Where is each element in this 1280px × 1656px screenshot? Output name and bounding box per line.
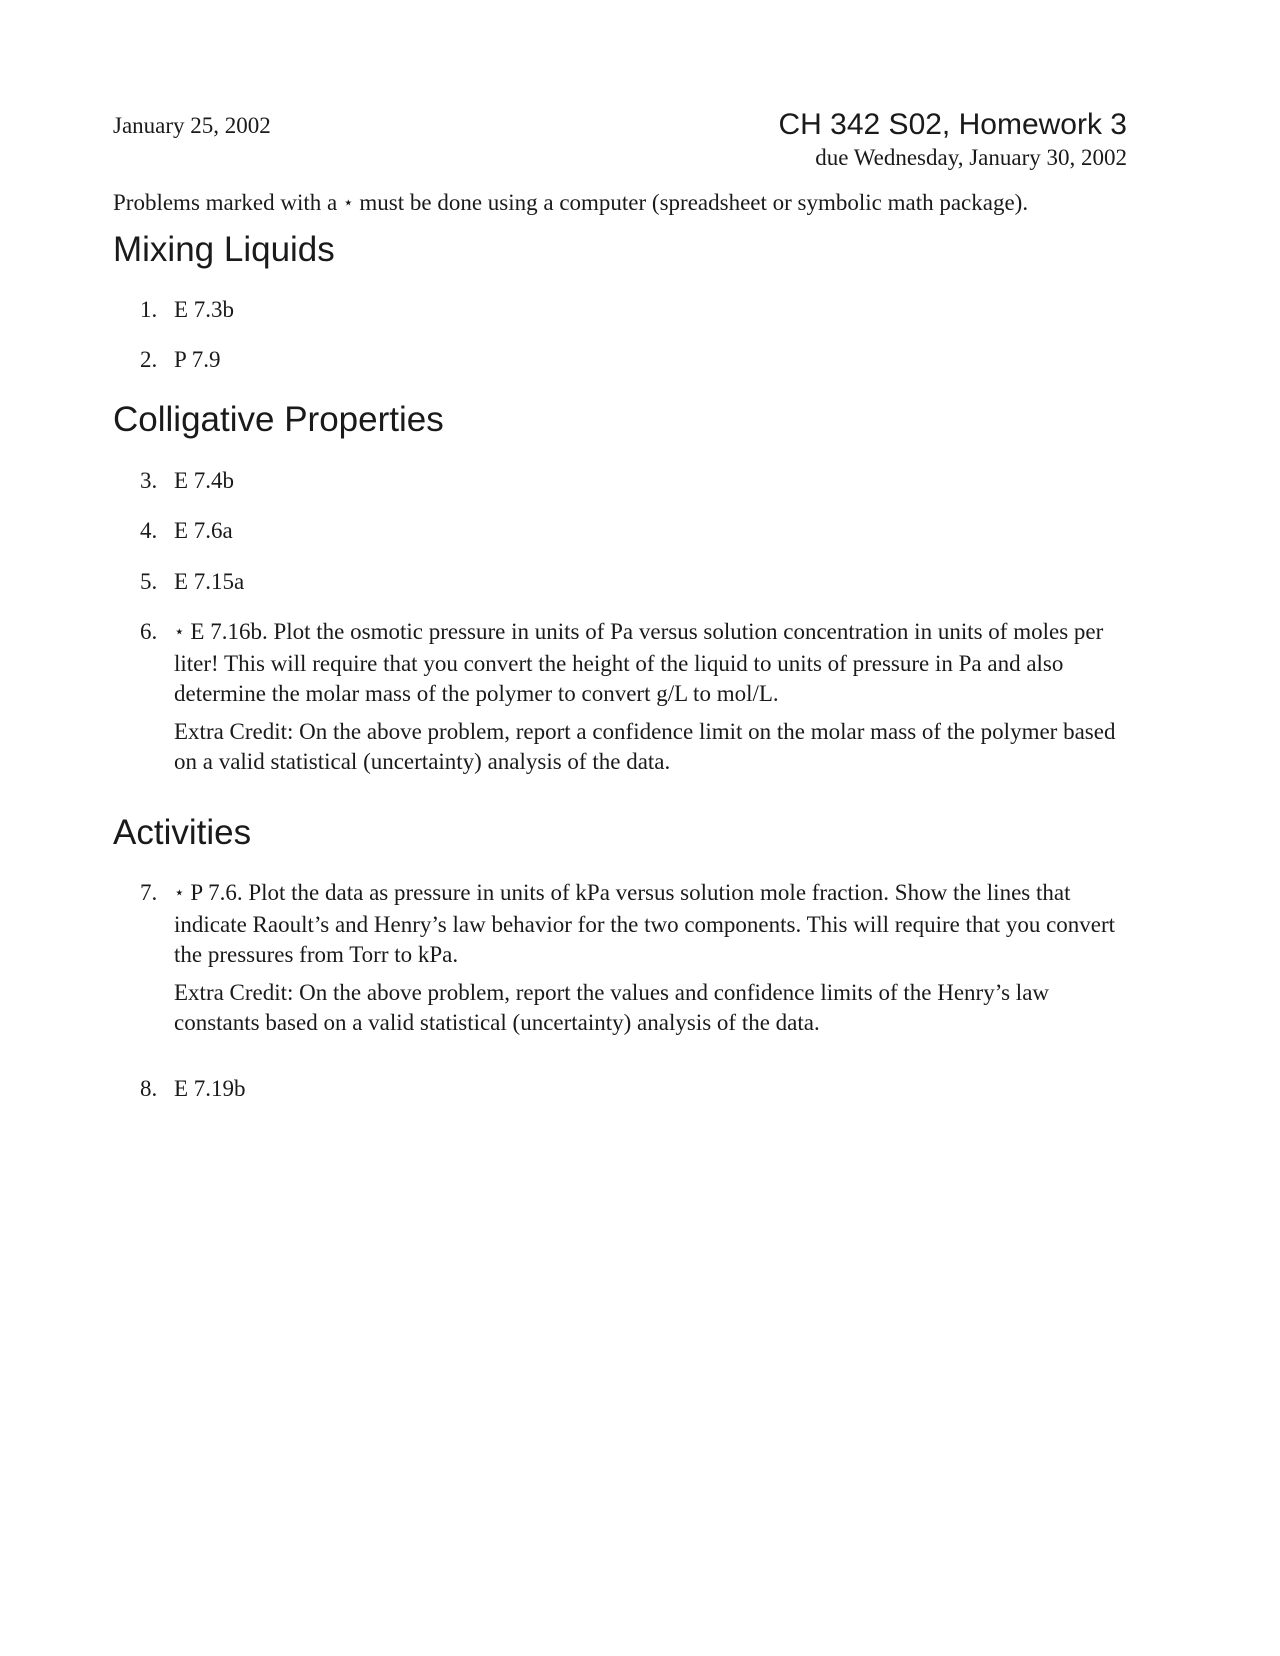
star-icon: ⋆	[174, 883, 185, 902]
intro-text-before: Problems marked with a	[113, 190, 343, 215]
intro-paragraph	[113, 190, 1133, 216]
item-text: P 7.9	[174, 347, 221, 372]
item-text-body: P 7.6. Plot the data as pressure in units of kPa versus solution mole fraction. Show the lines that indicate Raoult’s and Henry’s law behavior for the two components. This will require that you convert the pressures from Torr to kPa.	[174, 880, 1116, 967]
item-text-body: E 7.16b. Plot the osmotic pressure in units of Pa versus solution concentration in units of moles per liter! This will require that you convert the height of the liquid to units of pressure in Pa and also determine the molar mass of the polymer to convert g/L to mol/L.	[174, 619, 1104, 706]
intro-text-after: must be done using a computer (spreadsheet or symbolic math package).	[353, 190, 1029, 215]
item-text: E 7.3b	[174, 297, 235, 322]
list-item	[140, 878, 1133, 1038]
item-text: E 7.15a	[174, 569, 245, 594]
item-text: E 7.19b	[174, 1076, 246, 1101]
item-text	[174, 617, 1133, 709]
item-number: 5.	[140, 569, 158, 594]
item-number: 4.	[140, 518, 158, 543]
item-number: 1.	[140, 297, 158, 322]
item-number: 6.	[140, 619, 158, 644]
list-item	[140, 295, 1133, 325]
extra-credit-text: Extra Credit: On the above problem, report a confidence limit on the molar mass of the polymer based on a valid statistical (uncertainty) analysis of the data.	[174, 719, 1116, 774]
list-item	[140, 617, 1133, 777]
item-text	[174, 878, 1133, 970]
item-number: 8.	[140, 1076, 158, 1101]
list-item	[140, 516, 1133, 546]
header-due-date: due Wednesday, January 30, 2002	[815, 145, 1127, 170]
item-text: E 7.6a	[174, 518, 233, 543]
list-item	[140, 567, 1133, 597]
list-item	[140, 466, 1133, 496]
item-number: 2.	[140, 347, 158, 372]
section-title-activities: Activities	[113, 813, 252, 852]
list-item	[140, 1074, 1133, 1104]
section-title-colligative-properties: Colligative Properties	[113, 400, 444, 439]
star-icon: ⋆	[342, 193, 354, 212]
list-item	[140, 345, 1133, 375]
item-number: 3.	[140, 468, 158, 493]
header-date: January 25, 2002	[113, 113, 271, 138]
item-number: 7.	[140, 880, 158, 905]
star-icon: ⋆	[174, 622, 185, 641]
section-title-mixing-liquids: Mixing Liquids	[113, 230, 335, 269]
extra-credit-text: Extra Credit: On the above problem, report the values and confidence limits of the Henry’s law constants based on a valid statistical (uncertainty) analysis of the data.	[174, 980, 1050, 1035]
item-text: E 7.4b	[174, 468, 235, 493]
header-course-title: CH 342 S02, Homework 3	[778, 108, 1127, 141]
